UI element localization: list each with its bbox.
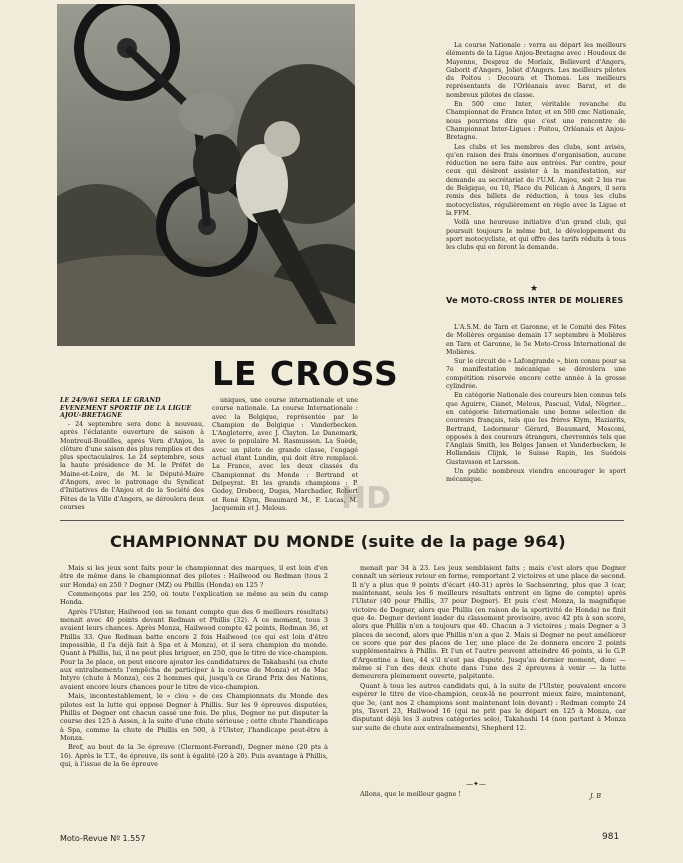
article-paragraph: Bref, au bout de la 3e épreuve (Clermont-Ferrand), Degner mène (20 pts à 16). Après le T.T., 4e épreuve, ils sont à égalité (20 à 20). Puis avantage à Phillis, qui, à l'issue de la 6e épreuve <box>60 743 328 768</box>
footer-magazine: Moto-Revue Nº 1.557 <box>60 834 146 843</box>
article-paragraph: Commençons par les 250, où toute l'explication se même au sein du camp Honda. <box>60 590 328 607</box>
article-paragraph: Quant à tous les autres candidats qui, à la suite de l'Ulster, pouvaient encore espérer le titre de vice-champion, ceux-là ne pourront mieux faire, maintenant, que 3e, (ant nos 2 champions sont maintenant loin devant) : Redman compte 24 pts, Taveri 23, Hailwood 16 (qui ne prit pas le départ en 125 à Monza, car disputant déjà les 3 autres catégories solo), Takahashi 14 (non partant à Monza sur suite de chute aux entraînements), Shepherd 12. <box>352 681 626 732</box>
section-heading: Ve MOTO-CROSS INTER DE MOLIERES <box>446 295 624 305</box>
article-paragraph: menait par 34 à 23. Les jeux semblaient faits ; mais c'est alors que Degner connaît un sérieux retour en forme, remportant 2 victoires et une place de second. Il n'y a plus que 9 points d'écart (40-31) après le Sachsenring, plus que 3 (car, maintenant, seuls les 6 meilleurs résultats entrent en ligne de compte) après l'Ulster (40 pour Phillis, 37 pour Degner). Et puis c'est Monza, la magnifique victoire de Degner, alors que Phillis (en raison de la sportivité de Honda) ne finit que 4e. Degner devient leader du classement provisoire, avec 42 pts à son score, alors que Phillis n'en a toujours que 40. Chacun a 3 victoires ; mais Degner a 3 places de second, alors que Phillis n'en a que 2. Mais si Degner ne peut améliorer ce score que par des places de 1er, une place de 2e donnera encore 2 points supplémentaires à Phillis. Et l'un et l'autre peuvent atteindre 46 points, si le G.P. d'Argentine a lieu, 44 s'il n'est pas disputé. Jusqu'au dernier moment, donc — même si l'un des deux chute dans l'une des 2 épreuves à venir — la lutte demeurera pleinement ouverte, palpitante. <box>352 564 626 681</box>
article-paragraph: - 24 septembre sera donc à nouveau, après l'éclatante ouverture de saison à Montreuil-Bouëlles, après Vern d'Anjou, la clôture d'une saison des plus remplies et des plus spectaculaires. Le 24 septembre, sous la haute présidence de M. le Préfet de Maine-et-Loire, de M. le Député-Maire d'Angers, avec le patronage du Syndicat d'Initiatives de l'Anjou et de la Société des Fêtes de la Ville d'Angers, se déroulera deux courses <box>60 421 204 511</box>
article-paragraph: Les clubs et les membres des clubs, sont avisés, qu'en raison des frais énormes d'organisation, aucune réduction ne sera faite aux entrées. Par contre, pour ceux qui désirent assister à la manifestation, sur demande au secrétariat de l'U.M. Anjou, soit 2 bis rue de Belgique, ou 10, Place du Pélican à Angers, il sera remis des billets de réduction, à tous les clubs motocyclistes, régulièrement en règle avec la Ligue et la FFM. <box>446 143 626 217</box>
championship-column-1 <box>60 564 328 769</box>
article-paragraph: Après l'Ulster, Hailwood (en se tenant compte que des 6 meilleurs résultats) menait avec 40 points devant Redman et Phillis (32). A ce moment, tous 3 avaient leurs chances. Après Monza, Hailwood compte 42 points, Redman 36, et Phillis 33. Que Redman batte encore 2 fois Hailwood (ce qui est loin d'être impossible, il l'a déjà fait à Spa et à Monza), et il sera champion du monde. Quant à Phillis, lui, il ne peut plus briguer, en 250, que le titre de vice-champion. Pour la 3e place, on peut encore ajouter les candidatures de Takahashi (sa chute aux entraînements l'empêcha de participer à la course de Monza) et de Mac Intyre (chute à Monza), ces 2 hommes qui, jusqu'à ce Grand Prix des Nations, avaient encore leurs chances pour le titre de vice-champion. <box>60 607 328 691</box>
page-number: 981 <box>602 832 620 842</box>
author-initials: J. B <box>590 792 602 800</box>
article-paragraph: L'A.S.M. de Tarn et Garonne, et le Comité des Fêtes de Molières organise demain 17 septembre à Molières en Tarn et Garonne, le 5e Moto-Cross International de Molières. <box>446 324 626 356</box>
article-paragraph: Mais, incontestablement, le « clou » de ces Championnats du Monde des pilotes est la lutte qui oppose Degner à Phillis. Sur les 9 épreuves disputées, Phillis et Degner ont chacun cassé une fois. De plus, Degner ne put disputer la course des 125 à Assen, à la suite d'une chute sérieuse ; cette chute l'handicapa à Spa, comme la chute de Phillis en 500, à l'Ulster, l'handicape peut-être à Monza. <box>60 692 328 742</box>
star-separator-icon: ★ <box>530 284 539 294</box>
article-paragraph: Sur le circuit de « Lafongrande », bien connu pour sa 7e manifestation mécanique se déroulera une compétition réservée encore cette année à la grosse cylindrée. <box>446 358 626 391</box>
watermark-logo <box>335 468 395 526</box>
article-paragraph: En catégorie Nationale des coureurs bien connus tels que Aguirre, Cianet, Melous, Pascual, Vidal, Nègrier... en catégorie Internationale une bonne sélection de coureurs français, tels que les frères Klym, Haziarits, Bertrand, Ledormeur Gérard, Beaumard, Mosconi, opposés à des coureurs étrangers, chevronnés tels que l'Anglais Smith, les Belges Jansen et Vanderbecken, le Hollandais Clijnk, le Suisse Rapin, les Suédois Gustavsson et Larsson. <box>446 392 626 466</box>
article-paragraph: Un public nombreux viendra encourager le sport mécanique. <box>446 468 626 484</box>
article-paragraph: La course Nationale : verra au départ les meilleurs éléments de la Ligue Anjou-Bretagne avec : Houdoux de Mayenne, Desprez de Morlaix, Belleverd d'Angers, Gaborit d'Angers, Joliet d'Angers. Les meilleurs pilotes du Poitou : Decoura et Thomas. Les meilleurs représentants de l'Orléanais avec Barat, et de nombreux pilotes de classe. <box>446 42 626 99</box>
page-title: LE CROSS <box>212 354 399 393</box>
motocross-photo <box>57 4 355 346</box>
championship-column-2 <box>352 564 626 733</box>
article-column-1 <box>60 421 204 513</box>
section-divider <box>60 520 624 521</box>
article-paragraph: Voilà une heureuse initiative d'un grand club, qui poursuit toujours le même but, le développement du sport motocycliste, et qui offre des tarifs réduits à tous les clubs qui en feront la demande. <box>446 219 626 252</box>
article-paragraph: uniques, une course internationale et une course nationale. La course Internationale : avec la Belgique, représentée par le Champion de Belgique : Vanderbecken. L'Angleterre, avec J. Clayton. Le Danemark, avec le populaire M. Rasmussen. La Suède, avec un pilote de grande classe, l'engagé actuel étant Lundin, qui doit être remplacé. La France, avec les deux classés du Championnat du Monde : Bertrand et Delpeyrat. Et les grands champions : P. Godey, Drobecq, Dugas, Marchadier, Robert et René Klym, Beaumard M., F. Lucas, M. Jacquemin et J. Melous. <box>212 397 358 512</box>
article-title: CHAMPIONNAT DU MONDE (suite de la page 964) <box>110 532 566 551</box>
article-paragraph: Mais si les jeux sont faits pour le championnat des marques, il est loin d'en être de même dans le championnat des pilotes : Hailwood ou Redman (tous 2 sur Honda) en 250 ? Degner (MZ) ou Phillis (Honda) en 125 ? <box>60 564 328 589</box>
photo-caption: LE 24/9/61 SERA LE GRAND EVENEMENT SPORTIF DE LA LIGUE AJOU-BRETAGNE <box>60 397 192 420</box>
svg-text:HD: HD <box>341 481 392 516</box>
signoff-text: Allons, que le meilleur gagne ! <box>360 790 462 798</box>
article-column-3 <box>446 42 626 253</box>
signoff <box>352 790 626 799</box>
ornament-icon: —✦— <box>466 780 486 788</box>
moliere-article <box>446 324 626 486</box>
article-paragraph: En 500 cmc Inter, véritable revanche du Championnat de France Inter, et en 500 cmc Nationale, nous pourrions dire que c'est une rencontre de Championnat Inter-Ligues : Poitou, Orléanais et Anjou-Bretagne. <box>446 101 626 142</box>
